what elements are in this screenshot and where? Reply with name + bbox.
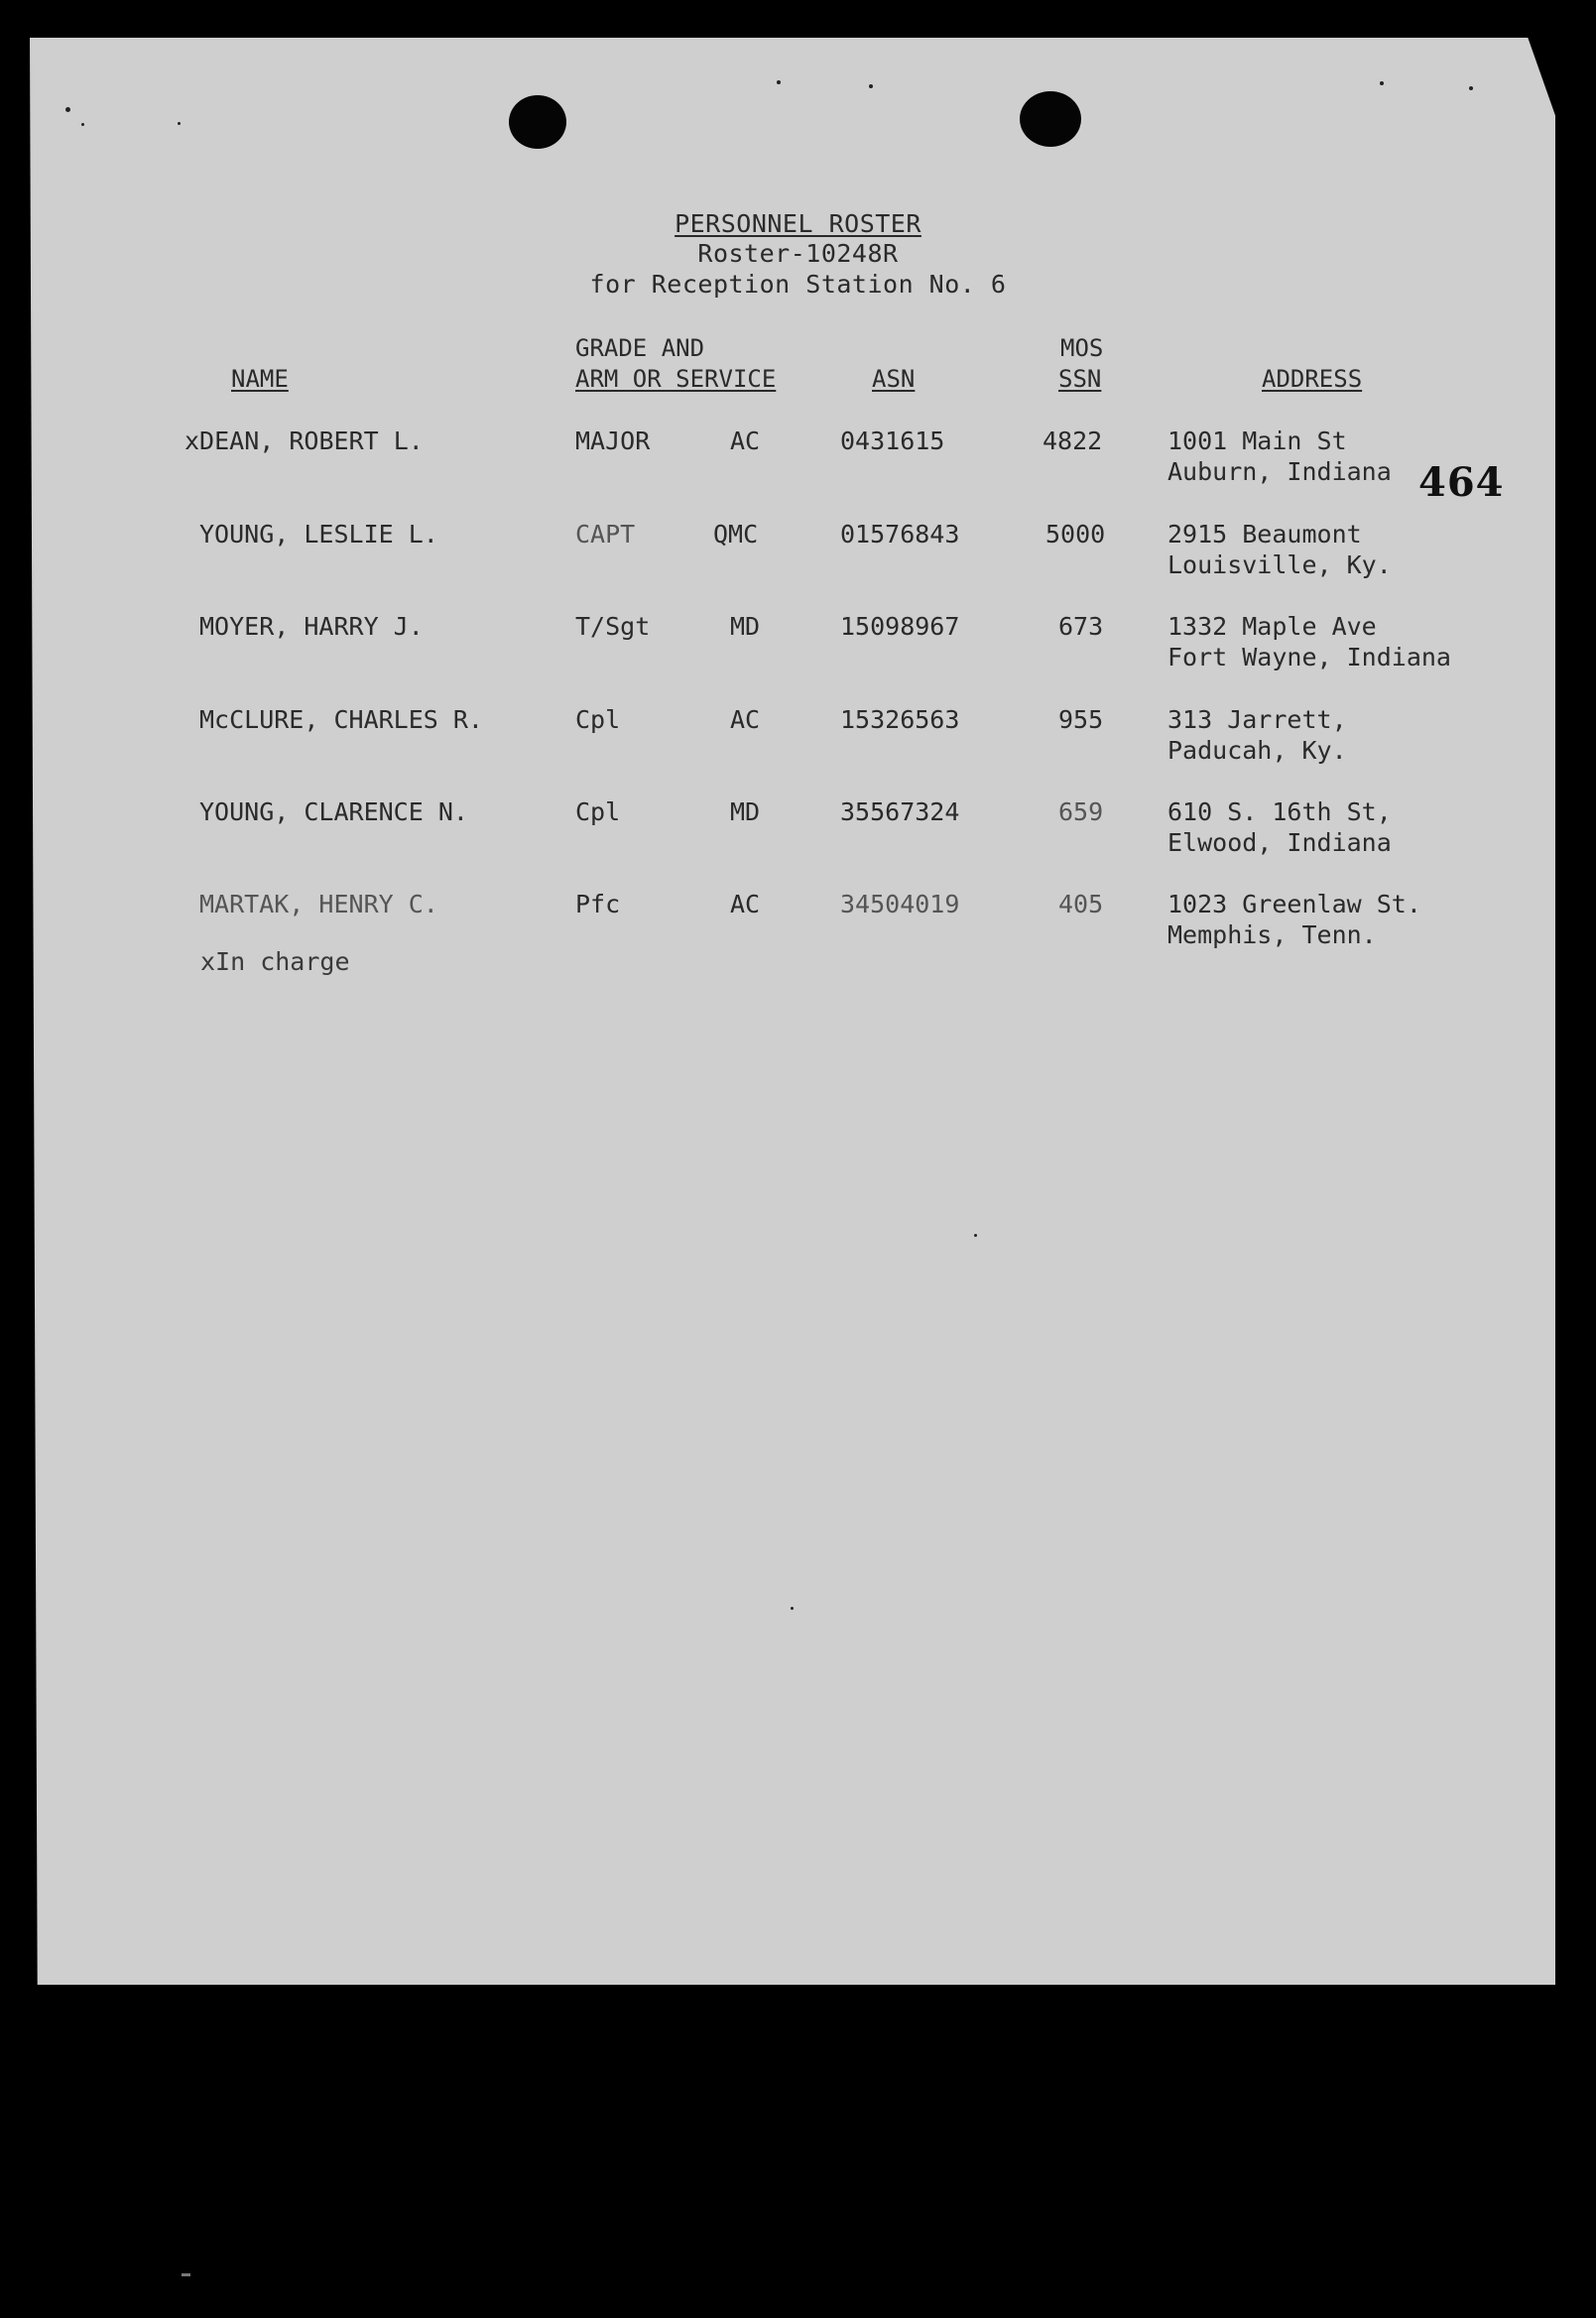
row-mos: 955 <box>1058 705 1104 734</box>
row-mos: 673 <box>1058 612 1104 641</box>
row-address-street: 1023 Greenlaw St. <box>1167 890 1421 918</box>
column-header-mos: MOS <box>1060 334 1104 362</box>
row-name: MARTAK, HENRY C. <box>199 890 438 918</box>
footnote: xIn charge <box>200 947 350 976</box>
row-address-city: Paducah, Ky. <box>1167 736 1347 765</box>
roster-title: PERSONNEL ROSTER <box>675 209 921 238</box>
speck <box>791 1607 794 1610</box>
column-header-address: ADDRESS <box>1262 365 1363 393</box>
row-asn: 01576843 <box>840 520 960 549</box>
row-name: McCLURE, CHARLES R. <box>199 705 483 734</box>
row-name: YOUNG, LESLIE L. <box>199 520 438 549</box>
row-asn: 15326563 <box>840 705 960 734</box>
page-number: 464 <box>1418 459 1505 506</box>
row-address-street: 1001 Main St <box>1167 427 1347 455</box>
speck <box>974 1234 977 1237</box>
row-address-city: Louisville, Ky. <box>1167 550 1392 579</box>
roster-id: Roster-10248R <box>697 239 899 268</box>
column-header-name: NAME <box>231 365 289 393</box>
row-service: AC <box>730 705 761 734</box>
row-grade: Cpl <box>575 705 621 734</box>
row-address-city: Memphis, Tenn. <box>1167 920 1377 949</box>
row-service: AC <box>730 890 761 918</box>
punch-hole-left <box>509 95 566 149</box>
row-asn: 15098967 <box>840 612 960 641</box>
row-asn: 34504019 <box>840 890 960 918</box>
speck <box>81 123 84 126</box>
row-grade: MAJOR <box>575 427 651 455</box>
speck <box>65 107 70 112</box>
row-name: MOYER, HARRY J. <box>199 612 424 641</box>
row-grade: Pfc <box>575 890 621 918</box>
row-asn: 35567324 <box>840 797 960 826</box>
speck <box>1469 86 1473 90</box>
row-service: AC <box>730 427 761 455</box>
row-name: xDEAN, ROBERT L. <box>184 427 424 455</box>
row-address-city: Auburn, Indiana <box>1167 457 1392 486</box>
row-service: QMC <box>713 520 759 549</box>
speck <box>178 122 181 125</box>
column-header-ssn: SSN <box>1058 365 1102 393</box>
row-mos: 4822 <box>1043 427 1103 455</box>
column-header-grade-line2: ARM OR SERVICE <box>575 365 777 393</box>
speck <box>869 84 873 88</box>
row-grade: CAPT <box>575 520 636 549</box>
row-mos: 405 <box>1058 890 1104 918</box>
row-address-street: 2915 Beaumont <box>1167 520 1362 549</box>
row-mos: 5000 <box>1045 520 1106 549</box>
row-service: MD <box>730 612 761 641</box>
punch-hole-right <box>1020 91 1081 147</box>
row-service: MD <box>730 797 761 826</box>
row-name: YOUNG, CLARENCE N. <box>199 797 468 826</box>
column-header-asn: ASN <box>872 365 916 393</box>
row-address-city: Fort Wayne, Indiana <box>1167 643 1451 671</box>
document-page <box>30 38 1555 1985</box>
row-mos: 659 <box>1058 797 1104 826</box>
speck <box>1380 81 1384 85</box>
station-line: for Reception Station No. 6 <box>589 270 1007 299</box>
row-grade: Cpl <box>575 797 621 826</box>
speck <box>777 80 781 84</box>
row-address-street: 610 S. 16th St, <box>1167 797 1392 826</box>
row-address-city: Elwood, Indiana <box>1167 828 1392 857</box>
row-grade: T/Sgt <box>575 612 651 641</box>
column-header-grade-line1: GRADE AND <box>575 334 705 362</box>
row-address-street: 313 Jarrett, <box>1167 705 1347 734</box>
row-address-street: 1332 Maple Ave <box>1167 612 1377 641</box>
scan-mark <box>182 2273 190 2276</box>
row-asn: 0431615 <box>840 427 945 455</box>
